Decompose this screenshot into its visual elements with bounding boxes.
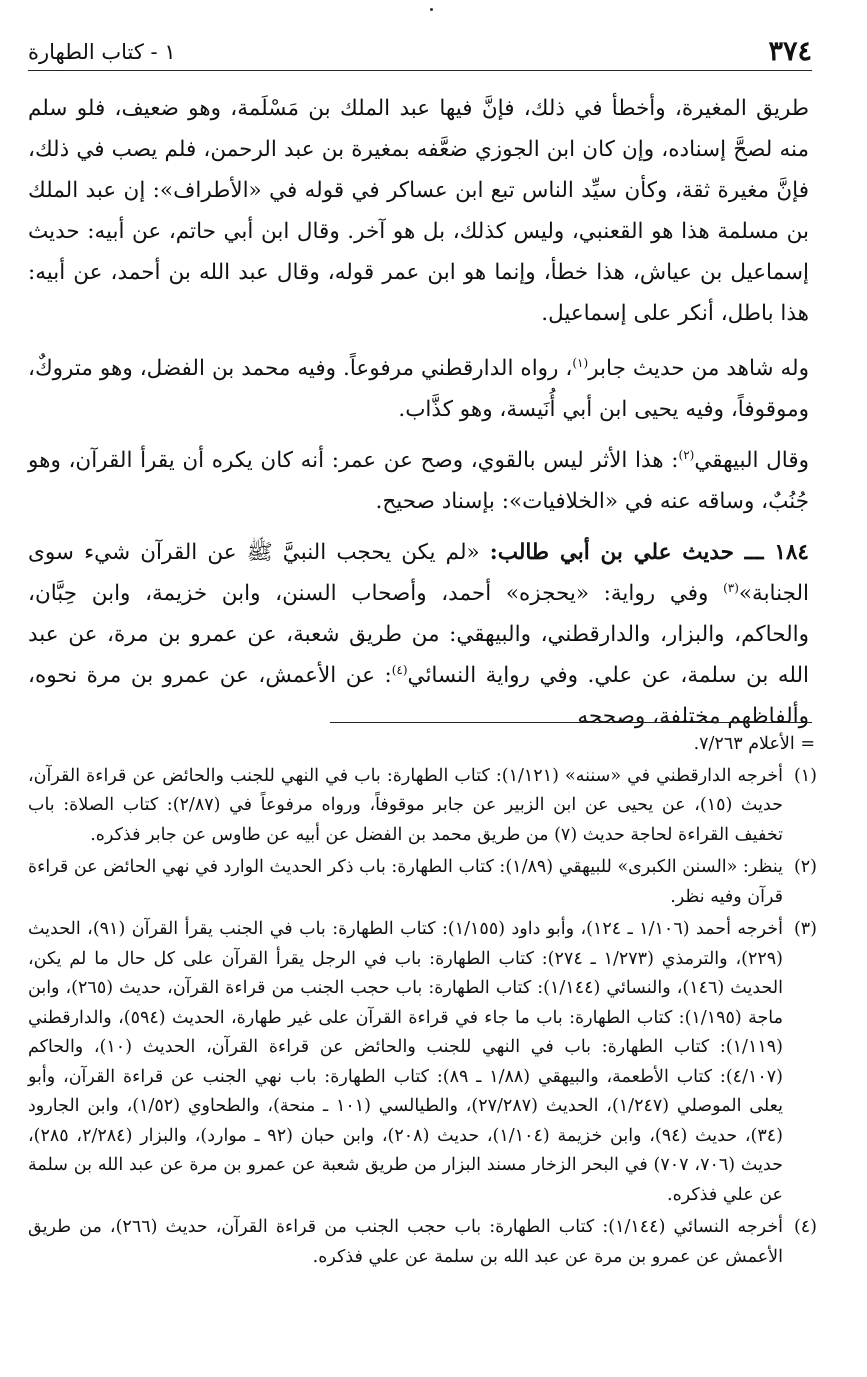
footnote-number: (٢) <box>793 857 817 877</box>
paragraph-2-text-a: وله شاهد من حديث جابر <box>588 356 809 381</box>
scan-mark <box>430 8 433 11</box>
hadith-text-b: وفي رواية: «يحجزه» أحمد، وأصحاب السنن، وابن خزيمة، وابن حِبَّان، والحاكم، والبزار، والدارقطني، والبيهقي: من طريق شعبة، عن عمرو بن مرة، عن عبد الله بن سلمة، عن علي. وفي رواية النسائي <box>28 581 809 688</box>
paragraph-3-text-a: وقال البيهقي <box>694 448 810 473</box>
footnote-separator <box>330 722 812 723</box>
footnote-text: أخرجه الدارقطني في «سننه» (١/١٢١): كتاب الطهارة: باب في النهي للجنب والحائض عن قراءة القرآن، حديث (١٥)، عن يحيى عن ابن الزبير عن جابر موقوفاً، ورواه مرفوعاً في (٢/٨٧): كتاب الصلاة: باب تخفيف القراءة لحاجة حديث (٧) من طريق محمد بن الفضل عن أبيه عن طاوس عن جابر فذكره. <box>28 765 783 845</box>
footnote-text: أخرجه أحمد (١/١٠٦ ـ ١٢٤)، وأبو داود (١/١٥٥): كتاب الطهارة: باب في الجنب يقرأ القرآن (٩١)، الحديث (٢٢٩)، والترمذي (١/٢٧٣ ـ ٢٧٤): كتاب الطهارة: باب في الرجل يقرأ القرآن على كل حال ما لم يكن، الحديث (١٤٦)، والنسائي (١/١٤٤): كتاب الطهارة: باب حجب الجنب من قراءة القرآن، حديث (٢٦٥)، وابن ماجة (١/١٩٥): كتاب الطهارة: باب ما جاء في قراءة القرآن على غير طهارة، الحديث (٥٩٤)، والدارقطني (١/١١٩): كتاب الطهارة: باب في النهي للجنب والحائض عن قراءة القرآن، الحديث (١٠)، والحاكم (٤/١٠٧): كتاب الأطعمة، والبيهقي (١/٨٨ ـ ٨٩): كتاب الطهارة: باب نهي الجنب عن قراءة القرآن، وأبو يعلى الموصلي (١/٢٤٧)، الحديث (٢٧/٢٨٧)، والطيالسي (١٠١ ـ منحة)، والطحاوي (١/٥٢)، وابن الجارود (٣٤)، حديث (٩٤)، وابن خزيمة (١/١٠٤)، حديث (٢٠٨)، وابن حبان (٩٢ ـ موارد)، والبزار (٢/٢٨٤، ٢٨٥)، حديث (٧٠٦، ٧٠٧) في البحر الزخار مسند البزار من طريق شعبة عن عمرو بن مرة عن عبد الله بن سلمة عن علي فذكره. <box>28 919 783 1205</box>
hadith-text-a: «لم يكن يحجب النبيَّ ﷺ عن القرآن شيء سوى الجنابة» <box>28 540 809 606</box>
footnote-3 <box>28 915 817 1210</box>
hadith-heading: ١٨٤ ـــ حديث علي بن أبي طالب: <box>489 540 809 565</box>
paragraph-3-text-b: : هذا الأثر ليس بالقوي، وصح عن عمر: أنه كان يكره أن يقرأ القرآن، وهو جُنُبٌ، وساقه عنه في «الخلافيات»: بإسناد صحيح. <box>28 448 809 514</box>
footnote-ref-4: (٤) <box>391 662 408 677</box>
page-header <box>28 34 812 71</box>
footnote-1 <box>28 762 817 851</box>
paragraph-1: طريق المغيرة، وأخطأ في ذلك، فإنَّ فيها عبد الملك بن مَسْلَمة، وهو ضعيف، فلو سلم منه لصحَّ إسناده، وإن كان ابن الجوزي ضعَّفه بمغيرة بن عبد الرحمن، فلم يصب في ذلك، فإنَّ مغيرة ثقة، وكأن سيِّد الناس تبع ابن عساكر في قوله في «الأطراف»: إن عبد الملك بن مسلمة هذا هو القعنبي، وليس كذلك، بل هو آخر. وقال ابن أبي حاتم، عن أبيه: حديث إسماعيل بن عياش، هذا خطأ، وإنما هو ابن عمر قوله، وقال عبد الله بن أحمد، عن أبيه: هذا باطل، أنكر على إسماعيل. <box>28 96 809 326</box>
running-title: ١ - كتاب الطهارة <box>28 40 176 64</box>
page-number: ٣٧٤ <box>768 36 812 67</box>
footnote-ref-2: (٢) <box>678 447 695 462</box>
main-text <box>28 88 809 747</box>
footnote-continuation: = الأعلام ٧/٢٦٣. <box>693 734 815 754</box>
footnote-number: (١) <box>793 765 817 786</box>
hadith-paragraph <box>28 532 809 737</box>
footnote-2 <box>28 853 817 912</box>
footnote-ref-3: (٣) <box>723 580 739 595</box>
footnote-ref-1: (١) <box>572 355 589 370</box>
paragraph-2-text-b: ، رواه الدارقطني مرفوعاً. وفيه محمد بن الفضل، وهو متروكٌ، وموقوفاً، وفيه يحيى ابن أبي أُنَيسة، وهو كذَّاب. <box>28 356 809 422</box>
footnotes <box>28 730 817 1275</box>
paragraph-3 <box>28 440 809 522</box>
footnote-text: أخرجه النسائي (١/١٤٤): كتاب الطهارة: باب حجب الجنب من قراءة القرآن، حديث (٢٦٦)، من طريق الأعمش عن عمرو بن مرة عن عبد الله بن سلمة عن علي فذكره. <box>28 1217 783 1267</box>
footnote-4 <box>28 1213 817 1272</box>
footnote-number: (٣) <box>793 919 817 939</box>
paragraph-2 <box>28 348 809 430</box>
hadith-text-c: : عن الأعمش، عن عمرو بن مرة نحوه، وألفاظهم مختلفة، وصححه <box>28 663 809 729</box>
footnote-number: (٤) <box>793 1217 817 1237</box>
footnote-text: ينظر: «السنن الكبرى» للبيهقي (١/٨٩): كتاب الطهارة: باب ذكر الحديث الوارد في نهي الحائض عن قراءة قرآن وفيه نظر. <box>28 857 783 907</box>
